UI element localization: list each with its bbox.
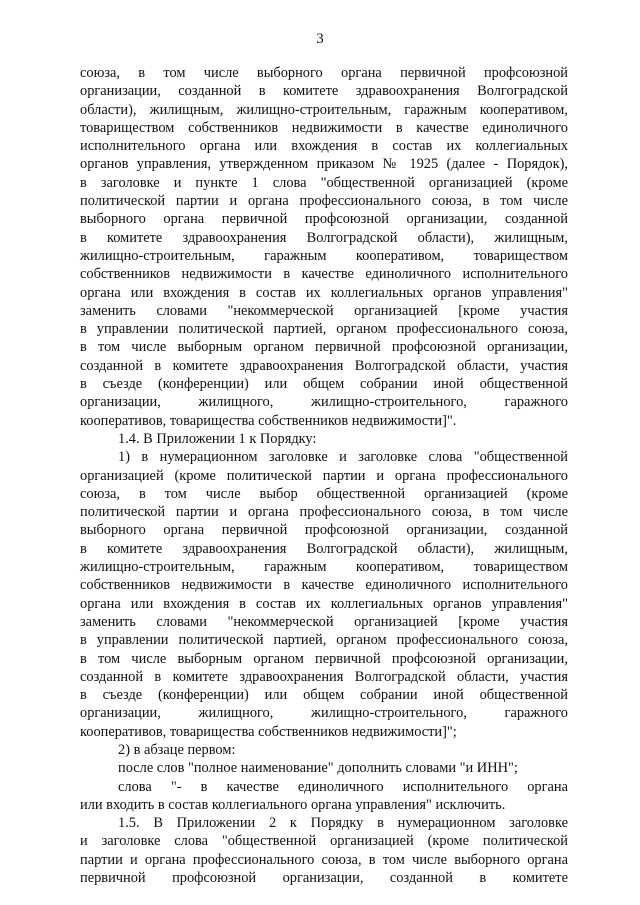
- text-line: в заголовке и пункте 1 слова "общественной организацией (кроме: [80, 174, 568, 191]
- text-line: после слов "полное наименование" дополнить словами "и ИНН";: [118, 760, 518, 777]
- text-line: организацией (кроме политической партии и органа профессионального: [80, 467, 568, 484]
- text-line: в комитете здравоохранения Волгоградской области), жилищным,: [80, 229, 568, 246]
- text-line: выборного органа первичной профсоюзной организации, созданной: [80, 211, 568, 228]
- text-line: партии и органа профессионального союза, в том числе выборного органа: [80, 851, 568, 868]
- text-line: созданной в комитете здравоохранения Волгоградской области, участия: [80, 668, 568, 685]
- text-line: или входить в состав коллегиального органа управления" исключить.: [80, 796, 506, 813]
- text-line: 1) в нумерационном заголовке и заголовке слова "общественной: [118, 449, 568, 466]
- text-line: 1.4. В Приложении 1 к Порядку:: [118, 430, 317, 447]
- page-number: 3: [316, 31, 324, 47]
- text-line: 2) в абзаце первом:: [118, 741, 236, 758]
- text-line: организации, созданной в комитете здравоохранения Волгоградской: [80, 83, 568, 100]
- text-line: в том числе выборным органом первичной профсоюзной организации,: [80, 650, 568, 667]
- text-line: заменить словами "некоммерческой организацией [кроме участия: [80, 613, 568, 630]
- text-line: слова "- в качестве единоличного исполнительного органа: [118, 778, 568, 795]
- text-line: организации, жилищного, жилищно-строительного, гаражного: [80, 394, 568, 411]
- text-line: и заголовке слова "общественной организацией (кроме политической: [80, 833, 568, 850]
- document-body: [80, 64, 568, 887]
- text-line: союза, в том числе выбор общественной организацией (кроме: [80, 485, 568, 502]
- text-line: в съезде (конференции) или общем собрании иной общественной: [80, 687, 568, 704]
- text-line: области), жилищным, жилищно-строительным, гаражным кооперативом,: [80, 101, 568, 118]
- text-line: заменить словами "некоммерческой организацией [кроме участия: [80, 302, 568, 319]
- text-line: кооперативов, товарищества собственников недвижимости]";: [80, 723, 457, 740]
- text-line: в управлении политической партией, органом профессионального союза,: [80, 321, 568, 338]
- text-line: кооперативов, товарищества собственников недвижимости]".: [80, 412, 457, 429]
- text-line: органа или вхождения в состав их коллегиальных органов управления": [80, 284, 568, 301]
- text-line: союза, в том числе выборного органа первичной профсоюзной: [80, 65, 568, 81]
- text-line: собственников недвижимости в качестве единоличного исполнительного: [80, 577, 568, 594]
- text-line: выборного органа первичной профсоюзной организации, созданной: [80, 522, 568, 539]
- text-line: органа или вхождения в состав их коллегиальных органов управления": [80, 595, 568, 612]
- text-line: исполнительного органа или вхождения в состав их коллегиальных: [80, 138, 568, 155]
- text-line: жилищно-строительным, гаражным кооперативом, товариществом: [80, 559, 568, 576]
- text-line: организации, жилищного, жилищно-строительного, гаражного: [80, 705, 568, 722]
- text-line: первичной профсоюзной организации, созданной в комитете: [80, 870, 568, 887]
- text-line: собственников недвижимости в качестве единоличного исполнительного: [80, 266, 568, 283]
- text-line: в съезде (конференции) или общем собрании иной общественной: [80, 376, 568, 393]
- text-line: 1.5. В Приложении 2 к Порядку в нумерационном заголовке: [118, 815, 568, 832]
- text-line: политической партии и органа профессионального союза, в том числе: [80, 193, 568, 210]
- text-line: в том числе выборным органом первичной профсоюзной организации,: [80, 339, 568, 356]
- text-line: в комитете здравоохранения Волгоградской области), жилищным,: [80, 540, 568, 557]
- text-line: органов управления, утвержденном приказом № 1925 (далее - Порядок),: [80, 156, 568, 173]
- text-line: в управлении политической партией, органом профессионального союза,: [80, 632, 568, 649]
- text-line: политической партии и органа профессионального союза, в том числе: [80, 504, 568, 521]
- text-line: жилищно-строительным, гаражным кооперативом, товариществом: [80, 247, 568, 264]
- text-line: созданной в комитете здравоохранения Волгоградской области, участия: [80, 357, 568, 374]
- text-line: товариществом собственников недвижимости в качестве единоличного: [80, 119, 568, 136]
